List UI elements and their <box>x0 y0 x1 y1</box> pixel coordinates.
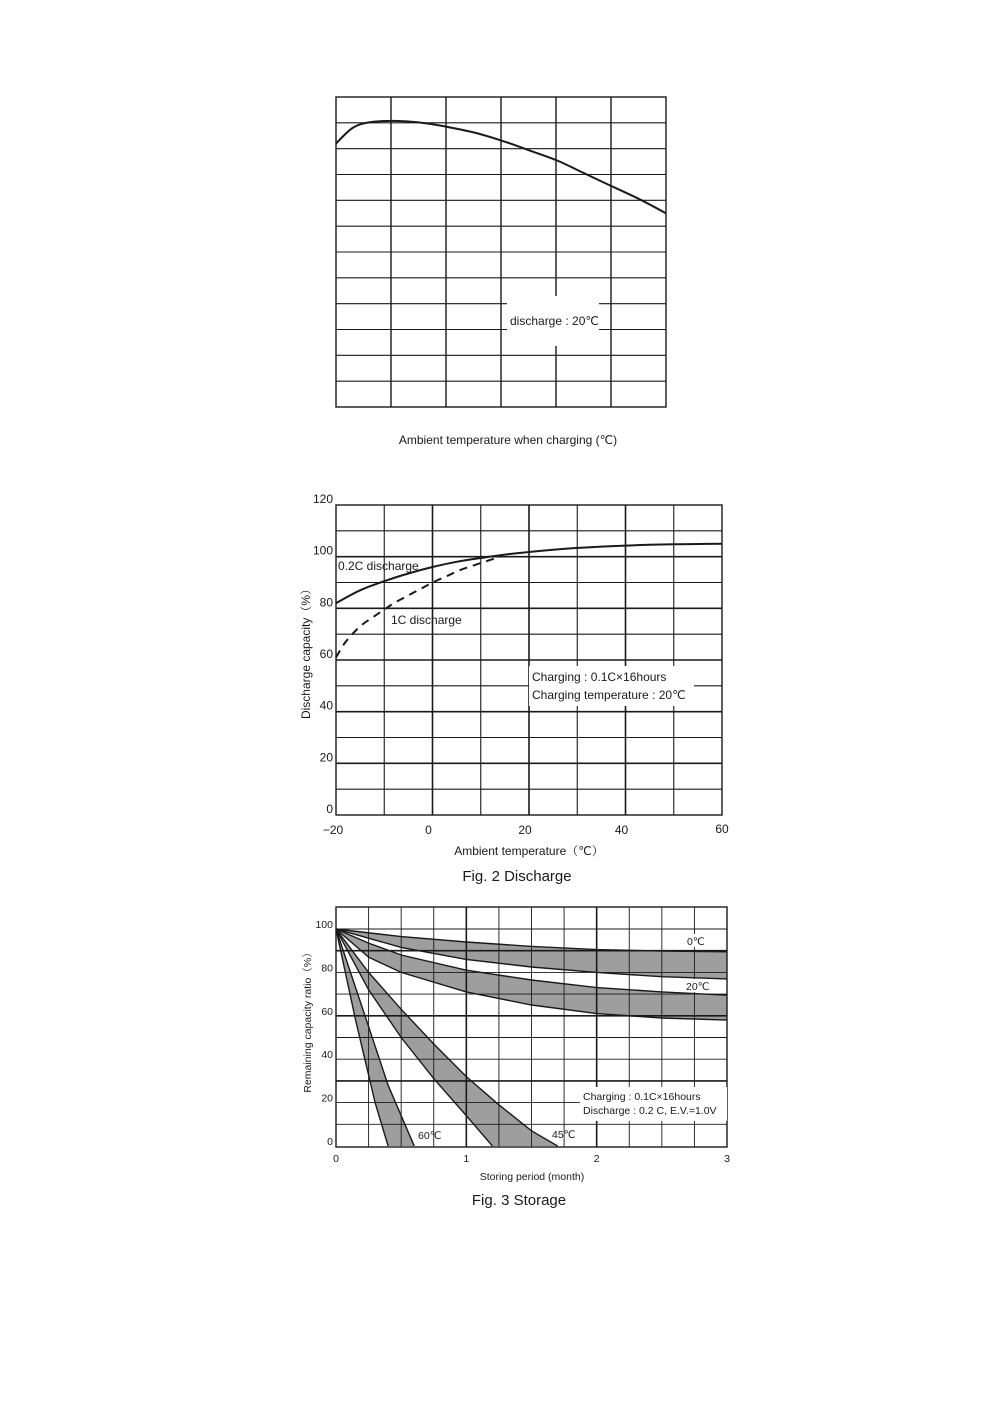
fig3-y-tick-2: 40 <box>321 1049 333 1062</box>
fig3-x-tick-0: 0 <box>333 1153 339 1165</box>
fig3-y-axis-label: Remaining capacity ratio（%） <box>302 947 314 1093</box>
fig2-x-tick-1: 0 <box>425 823 432 837</box>
fig3-x-tick-3: 3 <box>724 1153 730 1165</box>
fig2-y-axis-label: Discharge capacity（%） <box>299 582 313 720</box>
fig3-note-discharge: Discharge : 0.2 C, E.V.=1.0V <box>583 1105 717 1117</box>
fig1-grid <box>336 97 666 407</box>
fig2-x-tick-0: −20 <box>322 823 344 837</box>
fig3-note-charging: Charging : 0.1C×16hours <box>583 1091 701 1103</box>
fig2-y-tick-5: 100 <box>312 543 333 558</box>
fig3-y-tick-4: 80 <box>321 962 333 975</box>
fig3-y-tick-0: 0 <box>327 1136 333 1148</box>
fig2-x-tick-2: 20 <box>518 823 532 837</box>
fig2-note-charging: Charging : 0.1C×16hours <box>532 670 667 684</box>
fig3-band-label-20c: 20℃ <box>686 981 710 993</box>
fig3-y-tick-3: 60 <box>321 1005 333 1018</box>
fig2-x-tick-3: 40 <box>614 823 629 837</box>
fig3-band-label-45c: 45℃ <box>552 1129 576 1141</box>
fig2-y-tick-6: 120 <box>312 492 333 506</box>
fig2-x-tick-4: 60 <box>715 822 729 836</box>
fig2-y-tick-2: 40 <box>319 698 333 713</box>
fig2-caption: Fig. 2 Discharge <box>462 868 572 885</box>
chart-charging-temperature <box>336 97 666 447</box>
fig2-y-tick-0: 0 <box>326 802 333 816</box>
chart-discharge <box>299 492 729 885</box>
fig3-x-tick-1: 1 <box>463 1153 470 1165</box>
fig3-y-tick-5: 100 <box>315 919 333 931</box>
fig3-band-label-60c: 60℃ <box>418 1130 442 1142</box>
fig2-note-temperature: Charging temperature : 20℃ <box>532 688 686 702</box>
fig3-y-tick-1: 20 <box>321 1092 333 1105</box>
fig2-series-label-1c: 1C discharge <box>391 613 462 627</box>
fig2-x-axis-label: Ambient temperature（℃） <box>454 844 604 858</box>
fig3-x-tick-2: 2 <box>593 1153 600 1165</box>
fig2-series-label-0.2c: 0.2C discharge <box>338 559 419 573</box>
fig3-band-label-0c: 0℃ <box>687 936 705 948</box>
fig3-caption: Fig. 3 Storage <box>471 1192 567 1209</box>
fig3-x-axis-label: Storing period (month) <box>479 1171 585 1183</box>
fig2-y-tick-1: 20 <box>319 750 333 765</box>
fig1-x-axis-label: Ambient temperature when charging (℃) <box>398 433 618 447</box>
fig2-y-tick-3: 60 <box>319 647 333 661</box>
chart-storage <box>302 907 730 1209</box>
fig1-annotation: discharge : 20℃ <box>510 314 599 328</box>
fig2-y-tick-4: 80 <box>319 595 333 610</box>
